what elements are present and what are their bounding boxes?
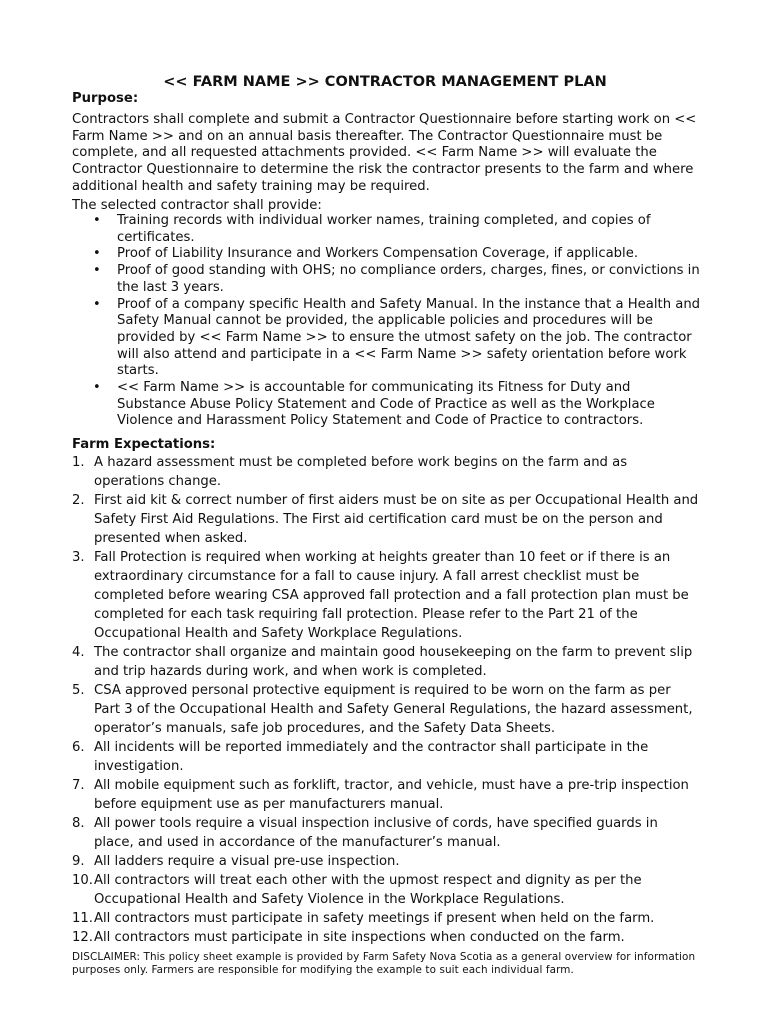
purpose-heading: Purpose: (72, 91, 139, 106)
list-item (72, 213, 702, 246)
page-title: << FARM NAME >> CONTRACTOR MANAGEMENT PLAN (163, 74, 607, 90)
bullet-icon: • (93, 213, 101, 228)
list-item-text: << Farm Name >> is accountable for communicating its Fitness for Duty and Substance Abuse Policy Statement and Code of Practice as well as the Workplace Violence and Harassment Policy Statement and Code of Practice to contractors. (117, 380, 655, 429)
list-item (72, 453, 700, 491)
item-number: 8. (72, 816, 85, 831)
list-item (72, 928, 700, 947)
list-item-text: All ladders require a visual pre-use inspection. (94, 854, 400, 869)
list-item-text: Fall Protection is required when working at heights greater than 10 feet or if there is an extraordinary circumstance for a fall to cause injury. A fall arrest checklist must be completed before wearing CSA approved fall protection and a fall protection plan must be completed for each task requiring fall protection. Please refer to the Part 21 of the Occupational Health and Safety Workplace Regulations. (94, 550, 689, 641)
list-item (72, 681, 700, 738)
list-item-text: All power tools require a visual inspection inclusive of cords, have specified guards in place, and used in accordance of the manufacturer’s manual. (94, 816, 658, 850)
bullet-icon: • (93, 246, 101, 262)
list-item (72, 738, 700, 776)
list-item (72, 548, 700, 643)
item-number: 5. (72, 683, 85, 698)
expectations-list (72, 453, 700, 947)
list-item-text: Training records with individual worker names, training completed, and copies of certificates. (117, 213, 651, 245)
list-item-text: All contractors will treat each other with the upmost respect and dignity as per the Occupational Health and Safety Violence in the Workplace Regulations. (94, 873, 642, 907)
expectations-heading: Farm Expectations: (72, 437, 216, 452)
list-item-text: All contractors must participate in safety meetings if present when held on the farm. (94, 911, 655, 926)
bullet-icon: • (93, 263, 101, 279)
purpose-paragraph: Contractors shall complete and submit a Contractor Questionnaire before starting work on << Farm Name >> and on an annual basis thereafter. The Contractor Questionnaire must be complete, and all requested attachments provided. << Farm Name >> will evaluate the Contractor Questionnaire to determine the risk the contractor presents to the farm and where additional health and safety training may be required. (72, 112, 697, 194)
list-item-text: All incidents will be reported immediately and the contractor shall participate in the investigation. (94, 740, 649, 774)
list-item (72, 909, 700, 928)
item-number: 12. (72, 930, 93, 945)
list-item-text: Proof of Liability Insurance and Workers Compensation Coverage, if applicable. (117, 246, 639, 262)
disclaimer-text: DISCLAIMER: This policy sheet example is provided by Farm Safety Nova Scotia as a general overview for information purposes only. Farmers are responsible for modifying the example to suit each individual farm. (72, 951, 696, 977)
item-number: 2. (72, 493, 85, 508)
list-item-text: Proof of a company specific Health and Safety Manual. In the instance that a Health and Safety Manual cannot be provided, the applicable policies and procedures will be provided by << Farm Name >> to ensure the utmost safety on the job. The contractor will also attend and participate in a << Farm Name >> safety orientation before work starts. (117, 296, 701, 379)
item-number: 7. (72, 778, 85, 793)
item-number: 9. (72, 854, 85, 869)
list-item (72, 814, 700, 852)
list-item-text: First aid kit & correct number of first aiders must be on site as per Occupational Health and Safety First Aid Regulations. The First aid certification card must be on the person and presented when asked. (94, 493, 699, 546)
bullet-icon: • (93, 296, 101, 312)
list-item-text: Proof of good standing with OHS; no compliance orders, charges, fines, or convictions in the last 3 years. (117, 263, 700, 295)
item-number: 6. (72, 740, 85, 755)
provide-intro: The selected contractor shall provide: (72, 198, 322, 213)
list-item-text: All mobile equipment such as forklift, tractor, and vehicle, must have a pre-trip inspection before equipment use as per manufacturers manual. (94, 778, 689, 812)
list-item (72, 776, 700, 814)
list-item (72, 871, 700, 909)
item-number: 10. (72, 873, 93, 888)
list-item (72, 297, 702, 381)
bullet-icon: • (93, 380, 101, 396)
list-item-text: CSA approved personal protective equipment is required to be worn on the farm as per Part 3 of the Occupational Health and Safety General Regulations, the hazard assessment, operator’s manuals, safe job procedures, and the Safety Data Sheets. (94, 683, 693, 736)
list-item (72, 246, 702, 263)
requirements-list (72, 213, 702, 430)
list-item (72, 643, 700, 681)
list-item (72, 263, 702, 296)
list-item-text: The contractor shall organize and maintain good housekeeping on the farm to prevent slip and trip hazards during work, and when work is completed. (94, 645, 693, 679)
list-item-text: A hazard assessment must be completed before work begins on the farm and as operations change. (94, 455, 628, 489)
item-number: 4. (72, 645, 85, 660)
list-item (72, 852, 700, 871)
item-number: 1. (72, 455, 85, 470)
list-item-text: All contractors must participate in site inspections when conducted on the farm. (94, 930, 625, 945)
item-number: 3. (72, 550, 85, 565)
list-item (72, 380, 702, 430)
list-item (72, 491, 700, 548)
item-number: 11. (72, 911, 93, 926)
